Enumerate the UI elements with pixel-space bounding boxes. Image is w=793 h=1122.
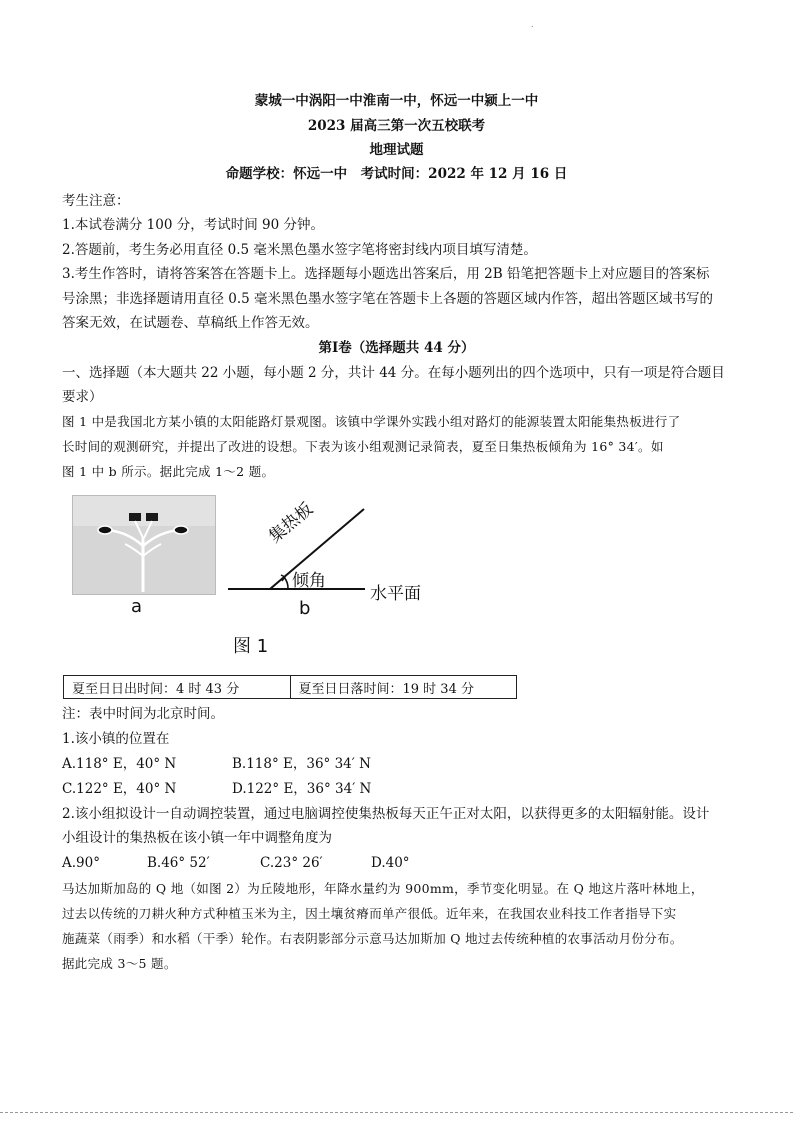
figure-caption: 图 1 xyxy=(233,636,269,657)
notice-item: 3.考生作答时，请将答案答在答题卡上。选择题每小题选出答案后，用 2B 铅笔把答题卡上对应题目的答案标 xyxy=(62,266,710,282)
streetlight-photo xyxy=(72,495,216,595)
exam-title: 2023 届高三第一次五校联考 xyxy=(307,118,486,134)
table-row xyxy=(64,676,517,699)
section-intro: 要求） xyxy=(62,389,103,405)
passage1-line: 图 1 中是我国北方某小镇的太阳能路灯景观图。该镇中学课外实践小组对路灯的能源装置太阳能集热板进行了 xyxy=(62,414,681,429)
question-2-stem: 小组设计的集热板在该小镇一年中调整角度为 xyxy=(62,830,332,846)
notice-title: 考生注意： xyxy=(62,193,130,209)
scan-mark: . xyxy=(531,20,534,29)
q1-option-a: A.118° E，40° N xyxy=(62,756,177,772)
exam-meta: 命题学校：怀远一中 考试时间：2022 年 12 月 16 日 xyxy=(225,166,568,182)
q1-option-d: D.122° E，36° 34′ N xyxy=(232,781,372,797)
section-intro: 一、选择题（本大题共 22 小题，每小题 2 分，共计 44 分。在每小题列出的四个选项中，只有一项是符合题目 xyxy=(62,365,725,381)
subject-title: 地理试题 xyxy=(369,142,424,158)
school-list: 蒙城一中涡阳一中淮南一中，怀远一中颍上一中 xyxy=(254,93,539,109)
sunset-cell: 夏至日日落时间：19 时 34 分 xyxy=(290,676,517,699)
sun-time-table xyxy=(63,675,517,699)
passage1-line: 长时间的观测研究，并提出了改进的设想。下表为该小组观测记录简表，夏至日集热板倾角为 16° 34′。如 xyxy=(62,439,664,454)
passage1-line: 图 1 中 b 所示。据此完成 1～2 题。 xyxy=(62,464,275,479)
passage2-line: 施蔬菜（雨季）和水稻（干季）轮作。右表阴影部分示意马达加斯加 Q 地过去传统种植的农事活动月份分布。 xyxy=(62,931,683,946)
notice-item: 答案无效，在试题卷、草稿纸上作答无效。 xyxy=(62,315,319,331)
section-title: 第Ⅰ卷（选择题共 44 分） xyxy=(318,340,475,356)
notice-item: 1.本试卷满分 100 分，考试时间 90 分钟。 xyxy=(62,217,324,233)
notice-item: 2.答题前，考生务必用直径 0.5 毫米黑色墨水签字笔将密封线内项目填写清楚。 xyxy=(62,242,537,258)
passage2-line: 马达加斯加岛的 Q 地（如图 2）为丘陵地形，年降水量约为 900mm，季节变化明显。在 Q 地这片落叶林地上， xyxy=(62,881,704,896)
angle-label: 倾角 xyxy=(292,571,326,591)
page-bottom-rule xyxy=(0,1112,793,1114)
streetlight-icon xyxy=(73,496,215,594)
notice-item: 号涂黑；非选择题请用直径 0.5 毫米黑色墨水签字笔在答题卡上各题的答题区域内作答，超出答题区域书写的 xyxy=(62,291,714,307)
question-1-stem: 1.该小镇的位置在 xyxy=(62,731,170,747)
q2-option-d: D.40° xyxy=(371,855,410,871)
question-2-stem: 2.该小组拟设计一自动调控装置，通过电脑调控使集热板每天正午正对太阳，以获得更多的太阳辐射能。设计 xyxy=(62,806,710,822)
q2-option-a: A.90° xyxy=(62,855,100,871)
passage2-line: 据此完成 3～5 题。 xyxy=(62,956,177,971)
sunrise-cell: 夏至日日出时间：4 时 43 分 xyxy=(64,676,291,699)
panel-label: 集热板 xyxy=(265,499,318,548)
q2-option-b: B.46° 52′ xyxy=(147,855,210,871)
figure-label-b: b xyxy=(299,598,311,619)
q1-option-b: B.118° E，36° 34′ N xyxy=(232,756,371,772)
q2-option-c: C.23° 26′ xyxy=(260,855,323,871)
figure-label-a: a xyxy=(131,596,143,617)
ground-label: 水平面 xyxy=(370,584,421,604)
table-note: 注：表中时间为北京时间。 xyxy=(62,706,224,722)
passage2-line: 过去以传统的刀耕火种方式种植玉米为主，因土壤贫瘠而单产很低。近年来，在我国农业科技工作者指导下实 xyxy=(62,906,677,921)
q1-option-c: C.122° E，40° N xyxy=(62,781,177,797)
